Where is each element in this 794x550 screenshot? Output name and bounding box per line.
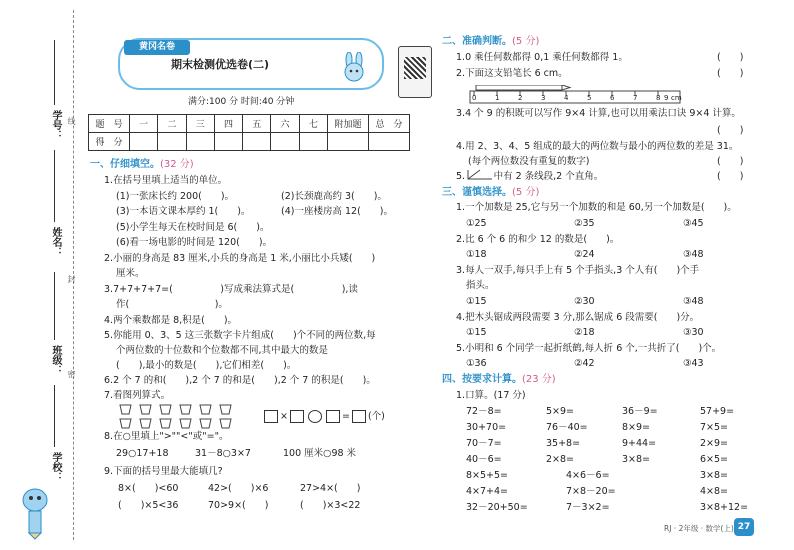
score-table-cell: 一 <box>130 115 158 133</box>
score-table-header-row <box>89 115 410 133</box>
ruler-tick-label: 9 <box>664 94 669 102</box>
score-table-cell: 五 <box>243 115 271 133</box>
answer-box[interactable] <box>352 410 366 423</box>
s3-q3-opt[interactable]: ②30 <box>574 296 595 307</box>
cut-mark-seal: 封 <box>67 275 76 283</box>
s1-q7: 7.看图列算式。 <box>104 390 171 401</box>
class-label: 班级： <box>50 345 61 375</box>
section1-points: (32 分) <box>160 159 194 170</box>
s3-q5-opt[interactable]: ①36 <box>466 358 487 369</box>
score-input-cell[interactable] <box>130 133 158 151</box>
calc-item: 70－7= <box>466 438 502 449</box>
calc-item: 5×9= <box>546 406 575 417</box>
calc-item: 3×8+12= <box>700 502 749 513</box>
s1-q5-a: 5.你能用 0、3、5 这三张数字卡片组成( )个不同的两位数,每 <box>104 330 376 341</box>
s1-q1-e: (5)小学生每天在校时间是 6( )。 <box>116 222 270 233</box>
pencil-ruler-figure <box>468 85 693 104</box>
name-field[interactable] <box>54 150 55 222</box>
s3-q4: 4.把木头锯成两段需要 3 分,那么锯成 6 段需要( )分。 <box>456 312 700 323</box>
rabbit-mascot-icon <box>338 52 370 86</box>
q7-unit: (个) <box>367 411 385 422</box>
section1-title-text: 一、仔细填空。 <box>90 159 160 170</box>
score-table-cell: 总 分 <box>369 115 410 133</box>
calc-item: 7×5= <box>700 422 729 433</box>
s2-q1: 1.0 乘任何数都得 0,1 乘任何数都得 1。 <box>456 52 628 63</box>
s2-q1-answer[interactable]: ( ) <box>717 52 744 63</box>
s1-q1-d: (4)一座楼房高 12( )。 <box>281 206 393 217</box>
s2-q4-answer[interactable]: ( ) <box>717 156 744 167</box>
score-table-cell: 二 <box>158 115 186 133</box>
ruler-tick-label: 2 <box>518 94 523 102</box>
cups-picture <box>116 402 256 432</box>
cut-mark-line: 线 <box>67 117 76 125</box>
ruler-tick-label: 3 <box>541 94 546 102</box>
section4-title <box>442 374 556 386</box>
s1-q8-b: 31－8○3×7 <box>195 448 251 459</box>
score-table <box>88 114 410 151</box>
s1-q5-b: 个两位数的十位数和个位数都不同,其中最大的数是 <box>116 345 329 356</box>
score-input-cell[interactable] <box>158 133 186 151</box>
calc-item: 4×6－6= <box>566 470 610 481</box>
paper-title: 期末检测优选卷(二) <box>171 58 270 71</box>
ruler-tick-label: 8 <box>656 94 661 102</box>
score-input-cell[interactable] <box>214 133 242 151</box>
calc-item: 57+9= <box>700 406 735 417</box>
s1-q8: 8.在○里填上">""<"或"="。 <box>104 431 229 442</box>
score-table-cell: 七 <box>299 115 327 133</box>
calc-item: 30+70= <box>466 422 507 433</box>
s1-q1-b: (2)长颈鹿高约 3( )。 <box>281 191 387 202</box>
brand-badge: 黄冈名卷 <box>124 40 190 55</box>
s1-q9-b: 42>( )×6 <box>208 483 269 494</box>
calc-item: 6×5= <box>700 454 729 465</box>
score-input-cell[interactable] <box>328 133 369 151</box>
s1-q1-c: (3)一本语文课本厚约 1( )。 <box>116 206 251 217</box>
score-table-cell: 附加题 <box>328 115 369 133</box>
s2-q3-answer[interactable]: ( ) <box>717 125 744 136</box>
calc-item: 4×7+4= <box>466 486 509 497</box>
section2-points: (5 分) <box>512 36 540 47</box>
score-input-cell[interactable] <box>243 133 271 151</box>
s2-q5: 5. 中有 2 条线段,2 个直角。 <box>456 171 604 182</box>
school-field[interactable] <box>54 385 55 447</box>
calc-item: 32－20+50= <box>466 502 528 513</box>
calc-item: 36－9= <box>622 406 658 417</box>
s3-q4-opt[interactable]: ②18 <box>574 327 595 338</box>
s3-q2-opt[interactable]: ③48 <box>683 249 704 260</box>
s3-q3-a: 3.每人一双手,每只手上有 5 个手指头,3 个人有( )个手 <box>456 265 700 276</box>
s3-q3-b: 指头。 <box>466 280 495 291</box>
calc-item: 40－6= <box>466 454 502 465</box>
s2-q2-answer[interactable]: ( ) <box>717 68 744 79</box>
section3-points: (5 分) <box>512 187 540 198</box>
s3-q5: 5.小明和 6 个同学一起折纸鹤,每人折 6 个,一共折了( )个。 <box>456 343 722 354</box>
calc-item: 2×9= <box>700 438 729 449</box>
s1-q1-a: (1)一张床长约 200( )。 <box>116 191 235 202</box>
ruler-tick-label: 6 <box>610 94 615 102</box>
calc-item: 3×8= <box>700 470 729 481</box>
s3-q2-opt[interactable]: ②24 <box>574 249 595 260</box>
s3-q1-opt[interactable]: ③45 <box>683 218 704 229</box>
answer-box[interactable] <box>264 410 278 423</box>
s3-q5-opt[interactable]: ③43 <box>683 358 704 369</box>
s3-q3-opt[interactable]: ③48 <box>683 296 704 307</box>
s3-q5-opt[interactable]: ②42 <box>574 358 595 369</box>
score-table-cell: 四 <box>214 115 242 133</box>
s1-q3-a: 3.7+7+7+7=( )写成乘法算式是( ),读 <box>104 284 358 295</box>
s1-q9-d: ( )×5<36 <box>118 500 179 511</box>
calc-item: 8×9= <box>622 422 651 433</box>
ruler-tick-label: 4 <box>564 94 569 102</box>
s1-q9-a: 8×( )<60 <box>118 483 179 494</box>
score-table-cell: 三 <box>186 115 214 133</box>
s1-q3-b: 作( )。 <box>116 299 228 310</box>
student-no-field[interactable] <box>54 40 55 105</box>
s3-q2-opt[interactable]: ①18 <box>466 249 487 260</box>
ruler-tick-label: 0 <box>472 94 477 102</box>
calc-item: 72－8= <box>466 406 502 417</box>
s3-q4-opt[interactable]: ①15 <box>466 327 487 338</box>
s1-q8-c: 100 厘米○98 米 <box>283 448 357 459</box>
score-table-cell: 得 分 <box>89 133 130 151</box>
s1-q5-c: ( ),最小的数是( ),它们相差( )。 <box>116 360 297 371</box>
qr-code-card[interactable] <box>398 46 432 98</box>
s1-q1: 1.在括号里填上适当的单位。 <box>104 175 228 186</box>
ruler-tick-label: 7 <box>633 94 638 102</box>
qr-code-icon <box>404 57 426 79</box>
ruler-unit: cm <box>671 94 682 102</box>
s1-q8-a: 29○17+18 <box>116 448 169 459</box>
calc-item: 76－40= <box>546 422 588 433</box>
s4-sub: 1.口算。(17 分) <box>456 390 526 401</box>
section4-title-text: 四、按要求计算。 <box>442 374 522 385</box>
name-label: 姓名： <box>50 227 61 257</box>
calc-item: 4×8= <box>700 486 729 497</box>
s2-q3: 3.4 个 9 的积既可以写作 9×4 计算,也可以用乘法口诀 9×4 计算。 <box>456 108 741 119</box>
school-label: 学校： <box>50 452 61 482</box>
page-number: 27 <box>734 518 754 536</box>
section2-title-text: 二、准确判断。 <box>442 36 512 47</box>
section3-title <box>442 187 539 199</box>
s3-q1-opt[interactable]: ①25 <box>466 218 487 229</box>
mascot-pencil-icon <box>14 478 56 540</box>
answer-box[interactable] <box>326 410 340 423</box>
ruler-tick-label: 5 <box>587 94 592 102</box>
calc-item: 35+8= <box>546 438 581 449</box>
s1-q6: 6.2 个 7 的和( ),2 个 7 的和是( ),2 个 7 的积是( )。 <box>104 375 376 386</box>
s3-q1-opt[interactable]: ②35 <box>574 218 595 229</box>
ruler-tick-label: 1 <box>495 94 500 102</box>
s3-q2: 2.比 6 个 6 的和少 12 的数是( )。 <box>456 234 620 245</box>
s1-q9-c: 27>4×( ) <box>300 483 361 494</box>
s3-q4-opt[interactable]: ③30 <box>683 327 704 338</box>
score-table-cell: 六 <box>271 115 299 133</box>
s2-q2: 2.下面这支铅笔长 6 cm。 <box>456 68 568 79</box>
q7-expression: × = (个) <box>262 410 385 423</box>
s3-q1: 1.一个加数是 25,它与另一个加数的和是 60,另一个加数是( )。 <box>456 202 737 213</box>
calc-item: 7－3×2= <box>566 502 610 513</box>
score-input-cell[interactable] <box>369 133 410 151</box>
s2-q5-answer[interactable]: ( ) <box>717 171 744 182</box>
score-input-cell[interactable] <box>299 133 327 151</box>
s1-q4: 4.两个乘数都是 8,积是( )。 <box>104 315 238 326</box>
answer-box[interactable] <box>290 410 304 423</box>
section1-title <box>90 159 194 171</box>
s2-q4-a: 4.用 2、3、4、5 组成的最大的两位数与最小的两位数的差是 31。 <box>456 141 739 152</box>
s1-q1-f: (6)看一场电影的时间是 120( )。 <box>116 237 273 248</box>
calc-item: 8×5+5= <box>466 470 509 481</box>
answer-circle[interactable] <box>308 410 322 423</box>
footer-grade: RJ · 2年级 · 数学(上) <box>664 524 734 533</box>
s1-q2-b: 厘米。 <box>116 268 145 279</box>
s1-q9-e: 70>9×( ) <box>208 500 269 511</box>
score-table-score-row <box>89 133 410 151</box>
section2-title <box>442 36 539 48</box>
score-input-cell[interactable] <box>271 133 299 151</box>
s2-q4-b: (每个两位数没有重复的数字) <box>468 156 590 167</box>
calc-item: 3×8= <box>622 454 651 465</box>
score-input-cell[interactable] <box>186 133 214 151</box>
cut-mark-close: 密 <box>67 370 76 378</box>
ruler-labels <box>468 94 693 103</box>
class-field[interactable] <box>54 272 55 340</box>
calc-item: 2×8= <box>546 454 575 465</box>
section3-title-text: 三、谨慎选择。 <box>442 187 512 198</box>
calc-item: 7×8－20= <box>566 486 616 497</box>
s1-q9-f: ( )×3<22 <box>300 500 361 511</box>
s1-q9: 9.下面的括号里最大能填几? <box>104 466 223 477</box>
section4-points: (23 分) <box>522 374 556 385</box>
student-no-label: 学号： <box>50 110 61 140</box>
s1-q2-a: 2.小丽的身高是 83 厘米,小兵的身高是 1 米,小丽比小兵矮( ) <box>104 253 376 264</box>
s3-q3-opt[interactable]: ①15 <box>466 296 487 307</box>
calc-item: 9+44= <box>622 438 657 449</box>
score-time-info: 满分:100 分 时间:40 分钟 <box>188 97 295 107</box>
score-table-cell: 题 号 <box>89 115 130 133</box>
